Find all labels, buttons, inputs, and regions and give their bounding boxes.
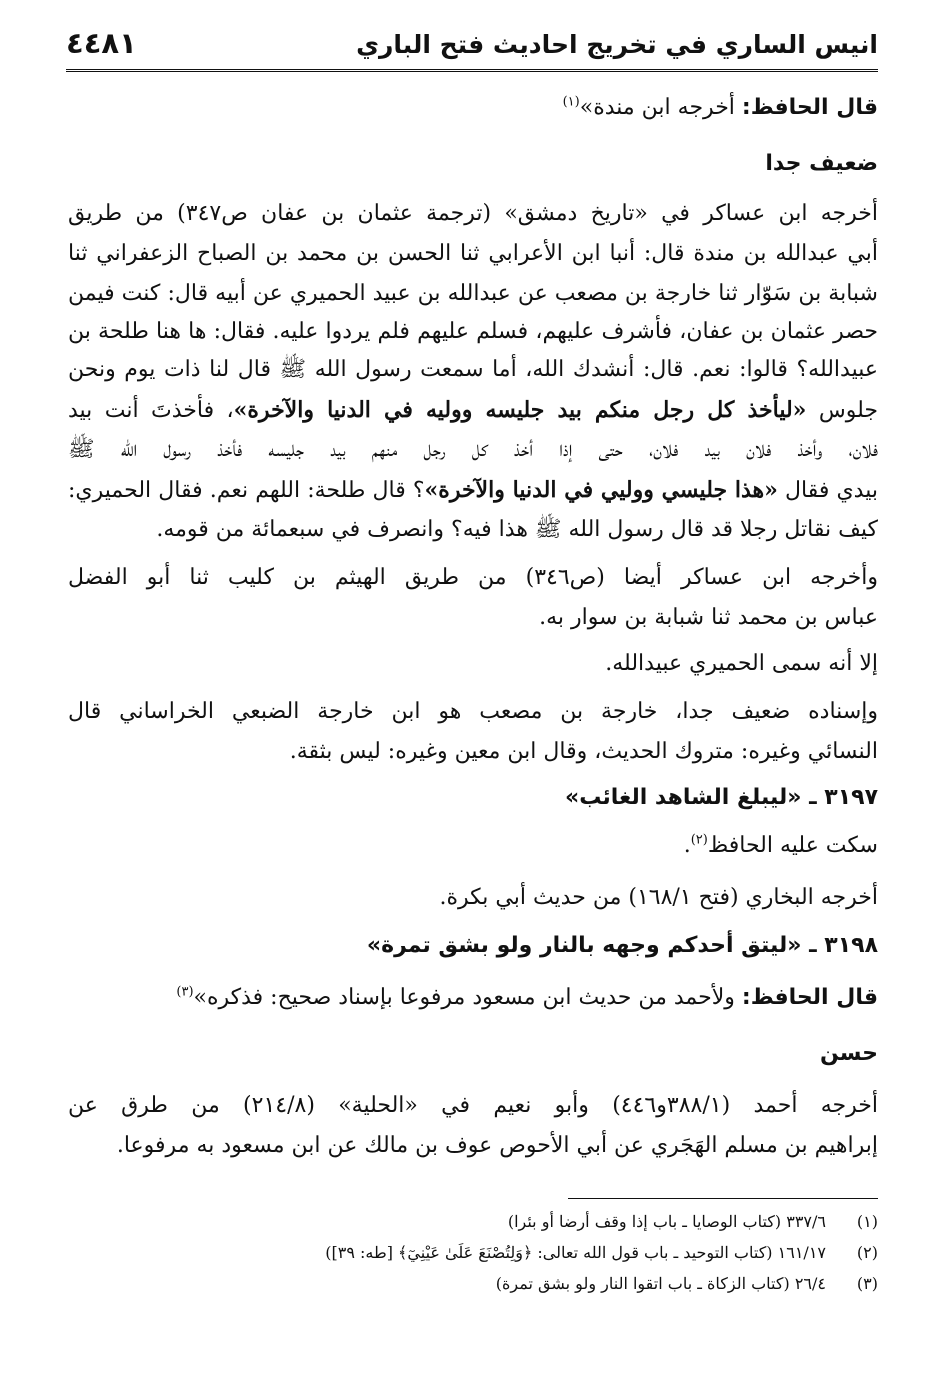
text-line: أخرجه البخاري (فتح ١٦٨/١) من حديث أبي بكرة. xyxy=(439,885,878,910)
hafiz-label: قال الحافظ: xyxy=(741,985,878,1010)
text-line: وإسناده ضعيف جدا، خارجة بن مصعب هو ابن خارجة الضبعي الخراساني قال xyxy=(68,699,878,724)
text-line: عبيدالله؟ قالوا: نعم. قال: أنشدك الله، أما سمعت رسول الله ﷺ قال لنا ذات يوم ونحن xyxy=(68,357,878,382)
footnote-3 xyxy=(496,1274,878,1294)
hadith-quote: «ليأخذ كل رجل منكم بيد جليسه ووليه في الدنيا والآخرة» xyxy=(233,397,807,423)
footnote-ref-1: (١) xyxy=(562,94,580,110)
text-line: عباس بن محمد ثنا شبابة بن سوار به. xyxy=(539,605,878,630)
statement-text: ولأحمد من حديث ابن مسعود مرفوعا بإسناد صحيح: فذكره» xyxy=(193,985,742,1010)
text-span: بيدي فقال xyxy=(777,478,878,503)
text-line: أخرجه ابن عساكر في «تاريخ دمشق» (ترجمة عثمان بن عفان ص٣٤٧) من طريق xyxy=(68,201,878,226)
text-line: حصر عثمان بن عفان، فأشرف عليهم، فسلم عليهم فلم يردوا عليه. فقال: ها هنا طلحة بن xyxy=(68,319,878,344)
text-span: سكت عليه الحافظ xyxy=(707,833,878,858)
footnote-number: (٢) xyxy=(856,1243,878,1262)
footnote-text: ٣٣٧/٦ (كتاب الوصايا ـ باب إذا وقف أرضا أو بئرا) xyxy=(507,1212,826,1231)
page-header xyxy=(66,26,878,66)
footnote-ref-2: (٢) xyxy=(690,832,708,848)
text-span: . xyxy=(683,833,691,858)
footnote-1 xyxy=(508,1212,878,1232)
text-line: فلان، وأخذ فلان بيد فلان، حتى إذا أخذ كل رجل منهم بيد جليسه فأخذ رسول الله ﷺ xyxy=(68,437,878,462)
footnote-text: ١٦١/١٧ (كتاب التوحيد ـ باب قول الله تعالى: ﴿وَلِتُصْنَعَ عَلَىٰ عَيْنِيٓ﴾ [طه: ٣٩]) xyxy=(325,1243,826,1262)
hadith-heading-3197: ٣١٩٧ ـ «ليبلغ الشاهد الغائب» xyxy=(565,785,878,810)
text-line xyxy=(68,476,878,505)
text-line: إبراهيم بن مسلم الهَجَري عن أبي الأحوص عوف بن مالك عن ابن مسعود به مرفوعا. xyxy=(116,1133,878,1158)
text-line xyxy=(684,832,878,860)
header-rule xyxy=(66,69,878,72)
footnote-ref-3: (٣) xyxy=(176,984,194,1000)
hafiz-statement-1 xyxy=(563,94,878,122)
page-number: ٤٤٨١ xyxy=(66,26,137,60)
text-line: شبابة بن سَوّار ثنا خارجة بن مصعب عن عبدالله بن عبيد الحميري عن أبيه قال: كنت فيمن xyxy=(68,281,878,306)
footnote-number: (٣) xyxy=(856,1274,878,1293)
footnote-number: (١) xyxy=(856,1212,878,1231)
text-line xyxy=(68,396,878,425)
text-span: ، فأخذتَ أنت بيد xyxy=(68,398,234,423)
text-line: إلا أنه سمى الحميري عبيدالله. xyxy=(605,651,878,676)
hafiz-label: قال الحافظ: xyxy=(741,95,878,120)
running-title: انيس الساري في تخريج احاديث فتح الباري xyxy=(356,30,878,59)
hadith-quote: «هذا جليسي ووليي في الدنيا والآخرة» xyxy=(424,477,778,503)
text-line: كيف نقاتل رجلا قد قال رسول الله ﷺ هذا فيه؟ وانصرف في سبعمائة من قومه. xyxy=(156,517,878,542)
footnote-text: ٢٦/٤ (كتاب الزكاة ـ باب اتقوا النار ولو بشق تمرة) xyxy=(495,1274,826,1293)
text-line: أخرجه أحمد (٣٨٨/١و٤٤٦) وأبو نعيم في «الحلية» (٢١٤/٨) من طرق عن xyxy=(68,1093,878,1118)
grade-heading-1: ضعيف جدا xyxy=(765,151,878,176)
footnote-2 xyxy=(325,1243,878,1263)
grade-heading-2: حسن xyxy=(819,1041,878,1066)
text-span: ؟ قال طلحة: اللهم نعم. فقال الحميري: xyxy=(68,478,425,503)
text-line: النسائي وغيره: متروك الحديث، وقال ابن معين وغيره: ليس بثقة. xyxy=(289,739,878,764)
hadith-heading-3198: ٣١٩٨ ـ «ليتق أحدكم وجهه بالنار ولو بشق تمرة» xyxy=(366,933,878,958)
hafiz-statement-2 xyxy=(176,984,878,1012)
text-span: جلوس xyxy=(806,398,878,423)
text-line: وأخرجه ابن عساكر أيضا (ص٣٤٦) من طريق الهيثم بن كليب ثنا أبو الفضل xyxy=(68,565,879,590)
footnote-rule xyxy=(568,1198,878,1199)
statement-text: أخرجه ابن مندة» xyxy=(579,95,742,120)
text-line: أبي عبدالله بن مندة قال: أنبا ابن الأعرابي ثنا الحسن بن محمد بن الصباح الزعفراني ثنا xyxy=(68,241,878,266)
